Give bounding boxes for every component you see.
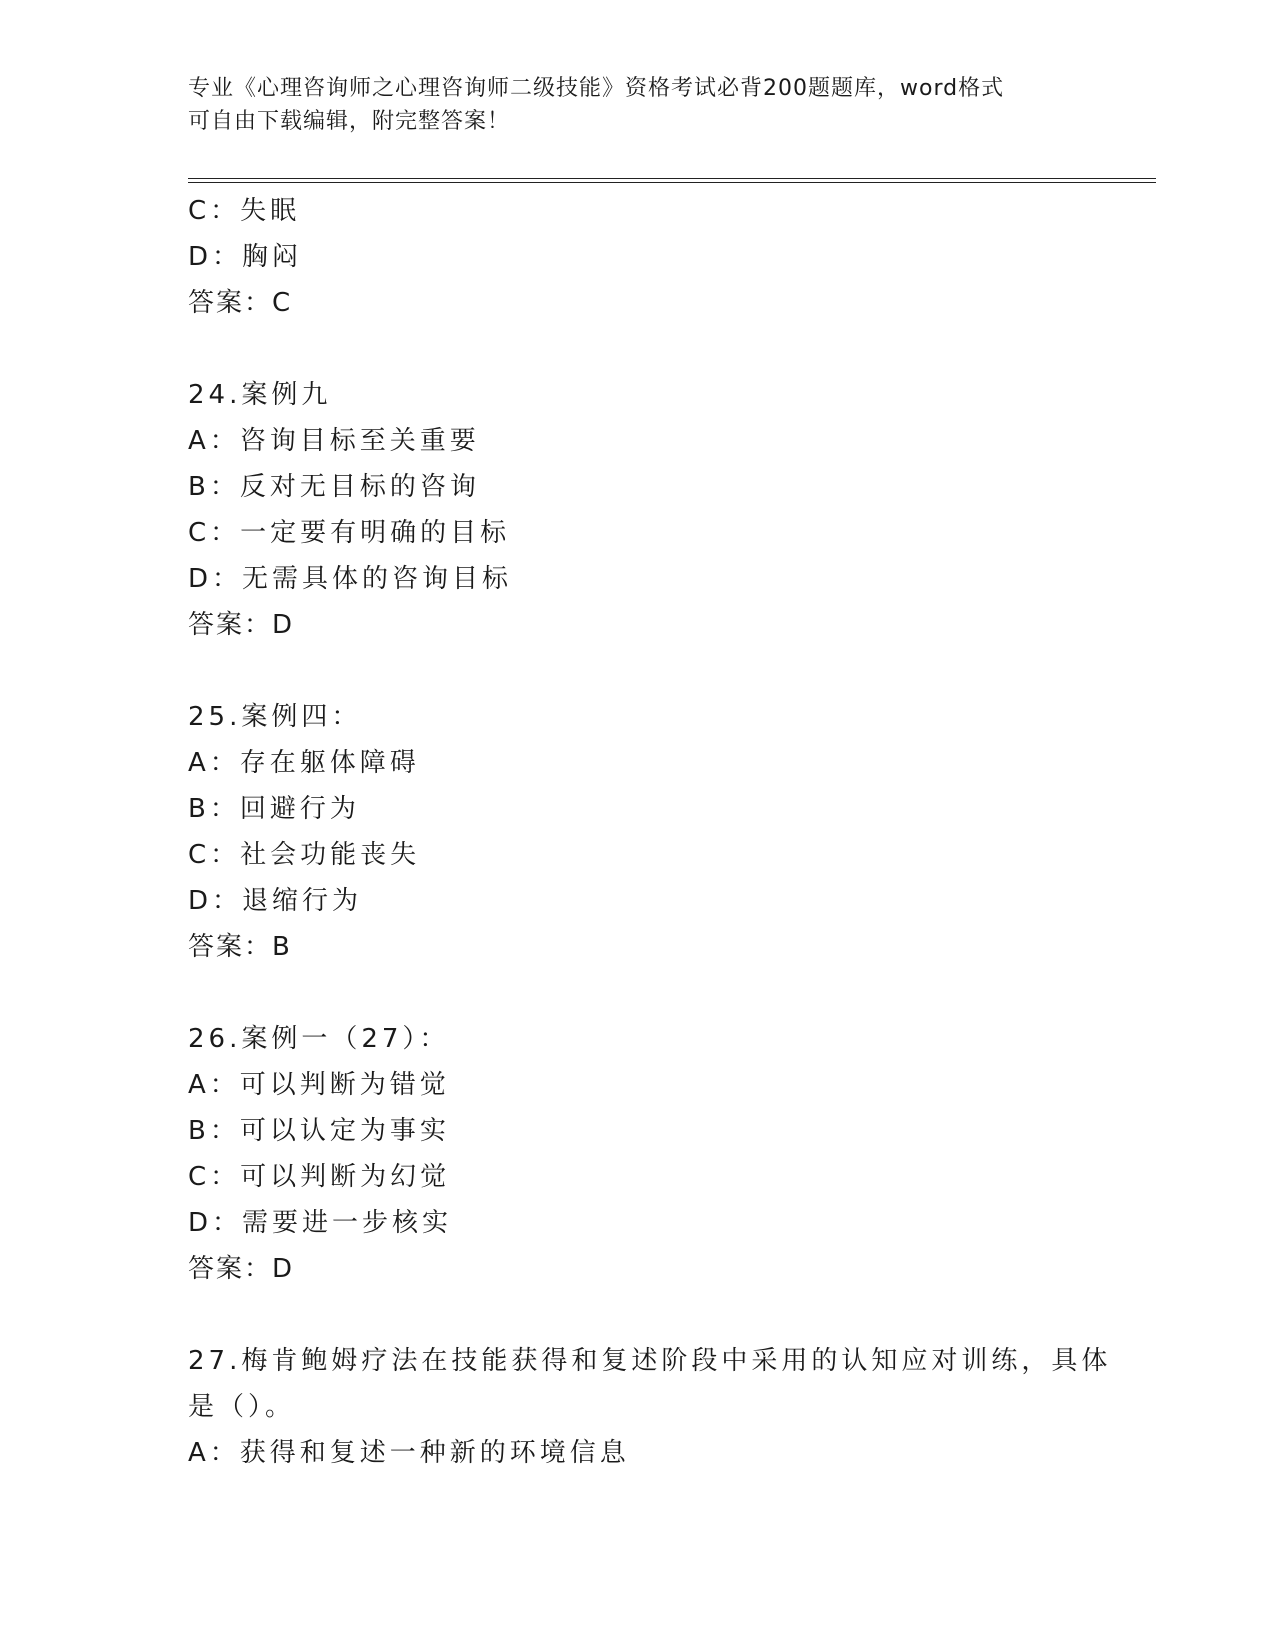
spacer xyxy=(188,1292,1088,1338)
answer: 答案：D xyxy=(188,1254,295,1284)
spacer xyxy=(188,326,1088,372)
question-stem-line-2: 是（）。 xyxy=(188,1392,296,1422)
option-d: D：胸闷 xyxy=(188,242,303,272)
question-23-tail xyxy=(188,188,1088,326)
spacer xyxy=(188,970,1088,1016)
header-line-2: 可自由下载编辑，附完整答案！ xyxy=(188,109,511,134)
question-stem: 26.案例一（27）： xyxy=(188,1024,450,1054)
header-divider-top xyxy=(188,178,1156,179)
question-25 xyxy=(188,694,1088,970)
document-header xyxy=(188,72,1088,138)
option-b: B：回避行为 xyxy=(188,794,360,824)
spacer xyxy=(188,648,1088,694)
question-stem-line-1: 27.梅肯鲍姆疗法在技能获得和复述阶段中采用的认知应对训练，具体 xyxy=(188,1346,1112,1376)
option-a: A：获得和复述一种新的环境信息 xyxy=(188,1438,630,1468)
question-24 xyxy=(188,372,1088,648)
answer: 答案：D xyxy=(188,610,295,640)
option-d: D：无需具体的咨询目标 xyxy=(188,564,513,594)
option-b: B：反对无目标的咨询 xyxy=(188,472,480,502)
option-c: C：失眠 xyxy=(188,196,301,226)
option-a: A：咨询目标至关重要 xyxy=(188,426,480,456)
question-26 xyxy=(188,1016,1088,1292)
option-c: C：一定要有明确的目标 xyxy=(188,518,511,548)
header-line-1: 专业《心理咨询师之心理咨询师二级技能》资格考试必背200题题库，word格式 xyxy=(188,76,1005,101)
option-b: B：可以认定为事实 xyxy=(188,1116,450,1146)
option-d: D：需要进一步核实 xyxy=(188,1208,453,1238)
answer: 答案：B xyxy=(188,932,292,962)
answer: 答案：C xyxy=(188,288,293,318)
question-stem: 24.案例九 xyxy=(188,380,332,410)
option-c: C：社会功能丧失 xyxy=(188,840,421,870)
option-d: D：退缩行为 xyxy=(188,886,363,916)
header-divider-bottom xyxy=(188,182,1156,183)
option-c: C：可以判断为幻觉 xyxy=(188,1162,451,1192)
question-stem: 25.案例四： xyxy=(188,702,362,732)
option-a: A：存在躯体障碍 xyxy=(188,748,420,778)
question-27 xyxy=(188,1338,1112,1476)
option-a: A：可以判断为错觉 xyxy=(188,1070,450,1100)
question-list xyxy=(188,188,1112,1476)
